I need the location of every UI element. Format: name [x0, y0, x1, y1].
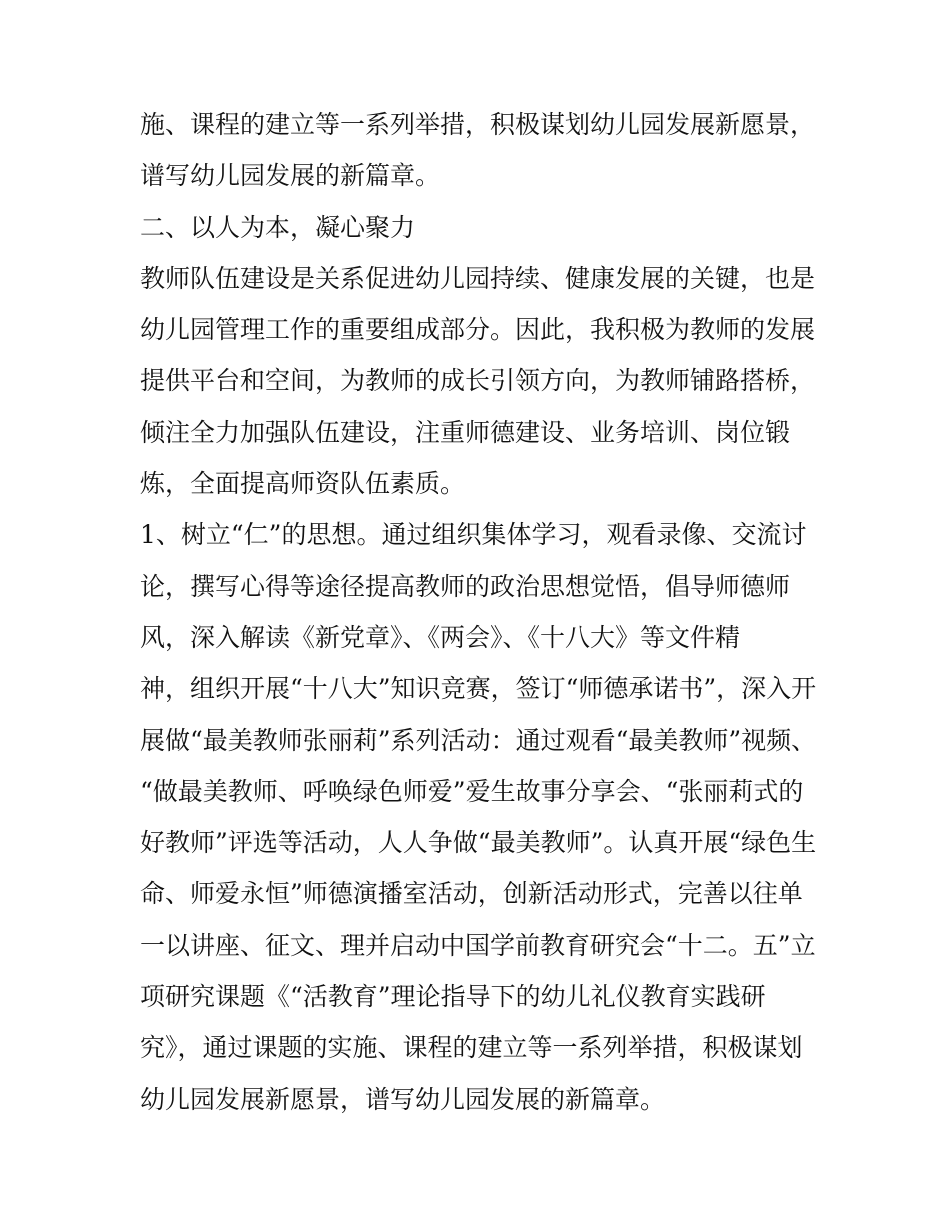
text-line: 论，撰写心得等途径提高教师的政治思想觉悟，倡导师德师	[140, 571, 791, 601]
text-line: 提供平台和空间，为教师的成长引领方向，为教师铺路搭桥，	[140, 366, 816, 396]
text-line: 好教师”评选等活动，人人争做“最美教师”。认真开展“绿色生	[140, 828, 817, 858]
text-line: 项研究课题《“活教育”理论指导下的幼儿礼仪教育实践研	[140, 982, 766, 1012]
section-heading: 二、以人为本，凝心聚力	[140, 212, 416, 242]
text-line: 幼儿园管理工作的重要组成部分。因此，我积极为教师的发展	[140, 315, 816, 345]
text-line: 施、课程的建立等一系列举措，积极谋划幼儿园发展新愿景，	[140, 110, 816, 139]
text-line: 究》，通过课题的实施、课程的建立等一系列举措，积极谋划	[140, 1033, 803, 1063]
text-line: 神，组织开展“十八大”知识竞赛，签订“师德承诺书”，深入开	[140, 674, 817, 704]
text-line: 炼，全面提高师资队伍素质。	[140, 469, 466, 499]
text-line: 倾注全力加强队伍建设，注重师德建设、业务培训、岗位锻	[140, 417, 791, 447]
text-line: 谱写幼儿园发展的新篇章。	[140, 161, 441, 191]
text-line: 1、树立“仁”的思想。通过组织集体学习，观看录像、交流讨	[140, 520, 807, 550]
text-line: “做最美教师、呼唤绿色师爱”爱生故事分享会、“张丽莉式的	[140, 776, 804, 806]
text-line: 一以讲座、征文、理并启动中国学前教育研究会“十二。五”立	[140, 930, 816, 960]
document-body	[140, 99, 820, 1125]
text-line: 幼儿园发展新愿景，谱写幼儿园发展的新篇章。	[140, 1084, 666, 1114]
text-line: 风，深入解读《新党章》、《两会》、《十八大》等文件精	[140, 622, 741, 652]
text-line: 展做“最美教师张丽莉”系列活动：通过观看“最美教师”视频、	[140, 725, 817, 755]
text-line: 教师队伍建设是关系促进幼儿园持续、健康发展的关键，也是	[140, 263, 816, 293]
text-line: 命、师爱永恒”师德演播室活动，创新活动形式，完善以往单	[140, 879, 803, 909]
